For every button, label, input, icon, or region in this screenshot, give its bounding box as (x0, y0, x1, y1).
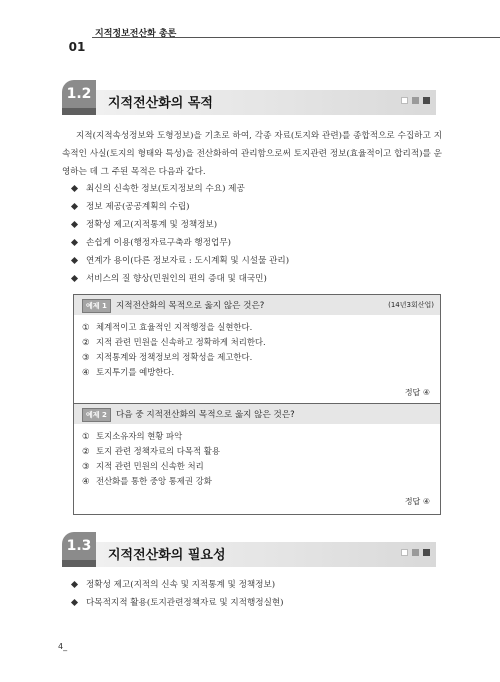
answer-label: 정답 ④ (404, 388, 430, 397)
list-item: 다목적지적 활용(토지관련정책자료 및 지적행정실현) (70, 594, 284, 612)
diamond-bullet-icon (71, 599, 78, 606)
list-item: 정확성 제고(지적의 신속 및 지적통계 및 정책정보) (70, 576, 284, 594)
square-light (401, 549, 408, 556)
list-item: 최신의 신속한 정보(토지정보의 수요) 제공 (70, 180, 289, 198)
option-item: ① 토지소유자의 현황 파악 (82, 431, 183, 441)
diamond-bullet-icon (71, 185, 78, 192)
diamond-bullet-icon (71, 257, 78, 264)
list-item: 정확성 제고(지적통계 및 정책정보) (70, 216, 289, 234)
diamond-bullet-icon (71, 239, 78, 246)
purpose-bullet-list (70, 180, 289, 288)
example-box-2 (73, 403, 441, 515)
example-question: 지적전산화의 목적으로 옳지 않은 것은? (116, 301, 265, 311)
list-item: 정보 제공(공공계획의 수립) (70, 198, 289, 216)
list-item: 손쉽게 이용(행정자료구축과 행정업무) (70, 234, 289, 252)
section-title: 지적전산화의 목적 (108, 96, 213, 111)
diamond-bullet-icon (71, 275, 78, 282)
section-number: 1.2 (62, 80, 96, 108)
option-item: ③ 지적 관련 민원의 신속한 처리 (82, 461, 204, 471)
example-tag: 예제 1 (82, 299, 111, 313)
option-item: ③ 지적통계와 정책정보의 정확성을 제고한다. (82, 352, 253, 362)
page-number: 4_ (58, 642, 68, 651)
section-banner-necessity (62, 532, 436, 567)
necessity-bullet-list (70, 576, 284, 612)
diamond-bullet-icon (71, 203, 78, 210)
list-item: 연계가 용이(다른 정보자료 : 도시계획 및 시설물 관리) (70, 252, 289, 270)
example-header (74, 295, 440, 316)
section-number: 1.3 (62, 532, 96, 560)
section-title: 지적전산화의 필요성 (108, 548, 226, 563)
square-dark (423, 549, 430, 556)
banner-squares (401, 549, 430, 556)
square-light (401, 97, 408, 104)
section-banner-purpose (62, 80, 436, 115)
example-question: 다음 중 지적전산화의 목적으로 옳지 않은 것은? (116, 410, 295, 420)
option-item: ② 지적 관련 민원을 신속하고 정확하게 처리한다. (82, 337, 266, 347)
intro-paragraph: 지적(지적속성정보와 도형정보)을 기초로 하여, 각종 자료(토지와 관련)를 종합적으로 수집하고 지속적인 사실(토지의 형태와 특성)을 전산화하여 관리함으로써 토지관련 정보(효율적이고 합리적)를 운영하는 데 그 주된 목적은 다음과 같다. (62, 131, 442, 177)
diamond-bullet-icon (71, 221, 78, 228)
banner-squares (401, 97, 430, 104)
option-list (74, 320, 440, 380)
list-item: 서비스의 질 향상(민원인의 편의 증대 및 대국민) (70, 270, 289, 288)
option-item: ④ 전산화를 통한 중앙 통제권 강화 (82, 476, 212, 486)
example-box-1 (73, 294, 441, 406)
example-source: (14년3회산업) (388, 301, 434, 309)
chapter-title: 지적정보전산화 총론 (95, 29, 177, 39)
option-item: ② 토지 관련 정책자료의 다목적 활용 (82, 446, 220, 456)
example-tag: 예제 2 (82, 408, 111, 422)
example-header (74, 404, 440, 425)
option-item: ④ 토지투기를 예방한다. (82, 367, 175, 377)
diamond-bullet-icon (71, 581, 78, 588)
option-list (74, 429, 440, 489)
square-mid (412, 97, 419, 104)
square-mid (412, 549, 419, 556)
answer-label: 정답 ④ (404, 497, 430, 506)
square-dark (423, 97, 430, 104)
option-item: ① 체계적이고 효율적인 지적행정을 실현한다. (82, 322, 253, 332)
chapter-number: 01 (62, 37, 92, 58)
